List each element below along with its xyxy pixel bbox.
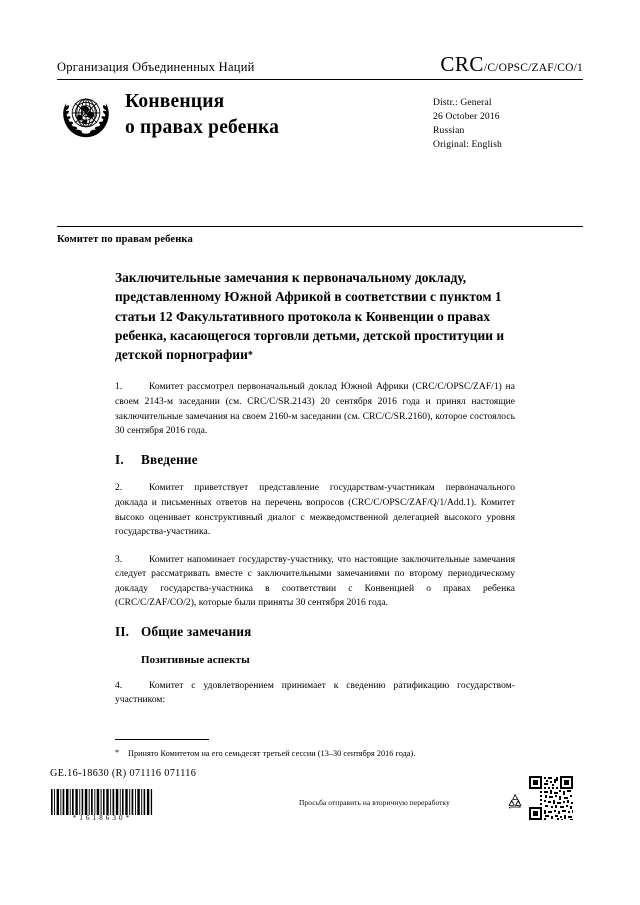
convention-title-line2: о правах ребенка [125,116,280,138]
footnote [115,747,535,759]
distribution-date: 26 October 2016 [433,111,500,122]
document-body [115,268,515,721]
title-footnote-marker: * [247,350,253,362]
distribution-block [433,89,583,152]
distribution-type: Distr.: General [433,97,492,108]
page-title [115,268,515,364]
distribution-language: Russian [433,125,465,136]
barcode-number: *1618630* [72,814,133,822]
masthead-body-row [57,80,583,152]
section-2-title: Общие замечания [141,623,252,639]
paragraph-1-number: 1. [115,382,123,393]
document-symbol-suffix: /C/OPSC/ZAF/CO/1 [483,62,583,74]
footnote-text: Принято Комитетом на его семьдесят третьей сессии (13–30 сентября 2016 года). [128,749,416,758]
footnote-marker: * [115,748,120,757]
section-divider [57,226,583,227]
section-1-number: I. [115,451,124,467]
paragraph-4-text: Комитет с удовлетворением принимает к сведению ратификацию государством-участником: [115,680,515,706]
committee-name: Комитет по правам ребенка [57,234,193,245]
distribution-original: Original: English [433,139,502,150]
section-heading-introduction [115,452,515,468]
paragraph-2-text: Комитет приветствует представление государствам-участникам первоначального доклада и письменных ответов на перечень вопросов (CRC/C/OPSC/ZAF/Q/1/Add.1). Комитет высоко оценивает конструктивный диалог с межведомственной делегацией высокого уровня государства-участника. [115,483,515,538]
paragraph-1-text: Комитет рассмотрел первоначальный доклад Южной Африки (CRC/C/OPSC/ZAF/1) на своем 2143-м заседании (см. CRC/C/SR.2143) 20 сентября 2016 года и принял настоящие заключительные замечания на своем 2160-м заседании (см. CRC/C/SR.2160), которое состоялось 30 сентября 2016 года. [115,382,515,437]
document-symbol-main: CRC [440,52,484,76]
recycle-icon [505,792,525,812]
paragraph-2-number: 2. [115,483,123,494]
recycle-notice: Просьба отправить на вторичную переработку [299,798,450,807]
organization-name: Организация Объединенных Наций [57,60,255,74]
paragraph-3-text: Комитет напоминает государству-участнику, что настоящие заключительные замечания следует рассматривать вместе с заключительными замечаниями по второму периодическому докладу государства-участника в соответствии с Конвенцией о правах ребенка (CRC/C/ZAF/CO/2), которые были приняты 30 сентября 2016 года. [115,554,515,609]
paragraph-2 [115,481,515,539]
section-2-number: II. [115,623,130,639]
masthead-top-row [57,52,583,79]
section-heading-general-observations [115,624,515,640]
paragraph-4-number: 4. [115,680,123,691]
document-symbol [440,52,583,77]
paragraph-1 [115,380,515,438]
barcode [50,789,155,815]
convention-title-line1: Конвенция [125,91,225,112]
qr-code [528,775,574,821]
page-title-text: Заключительные замечания к первоначальному докладу, представленному Южной Африкой в соответствии с пунктом 1 статьи 12 Факультативного протокола к Конвенции о правах ребенка, касающегося торговли детьми, детской проституции и детской порнографии [115,270,505,363]
paragraph-4 [115,679,515,708]
footnote-separator [115,739,209,740]
un-emblem [57,89,119,148]
section-1-title: Введение [141,451,198,467]
ge-document-number: GE.16-18630 (R) 071116 071116 [50,768,197,779]
convention-title [119,89,433,140]
paragraph-3 [115,553,515,611]
masthead [57,52,583,152]
subsection-heading-positive-aspects: Позитивные аспекты [141,653,250,666]
paragraph-3-number: 3. [115,554,123,565]
